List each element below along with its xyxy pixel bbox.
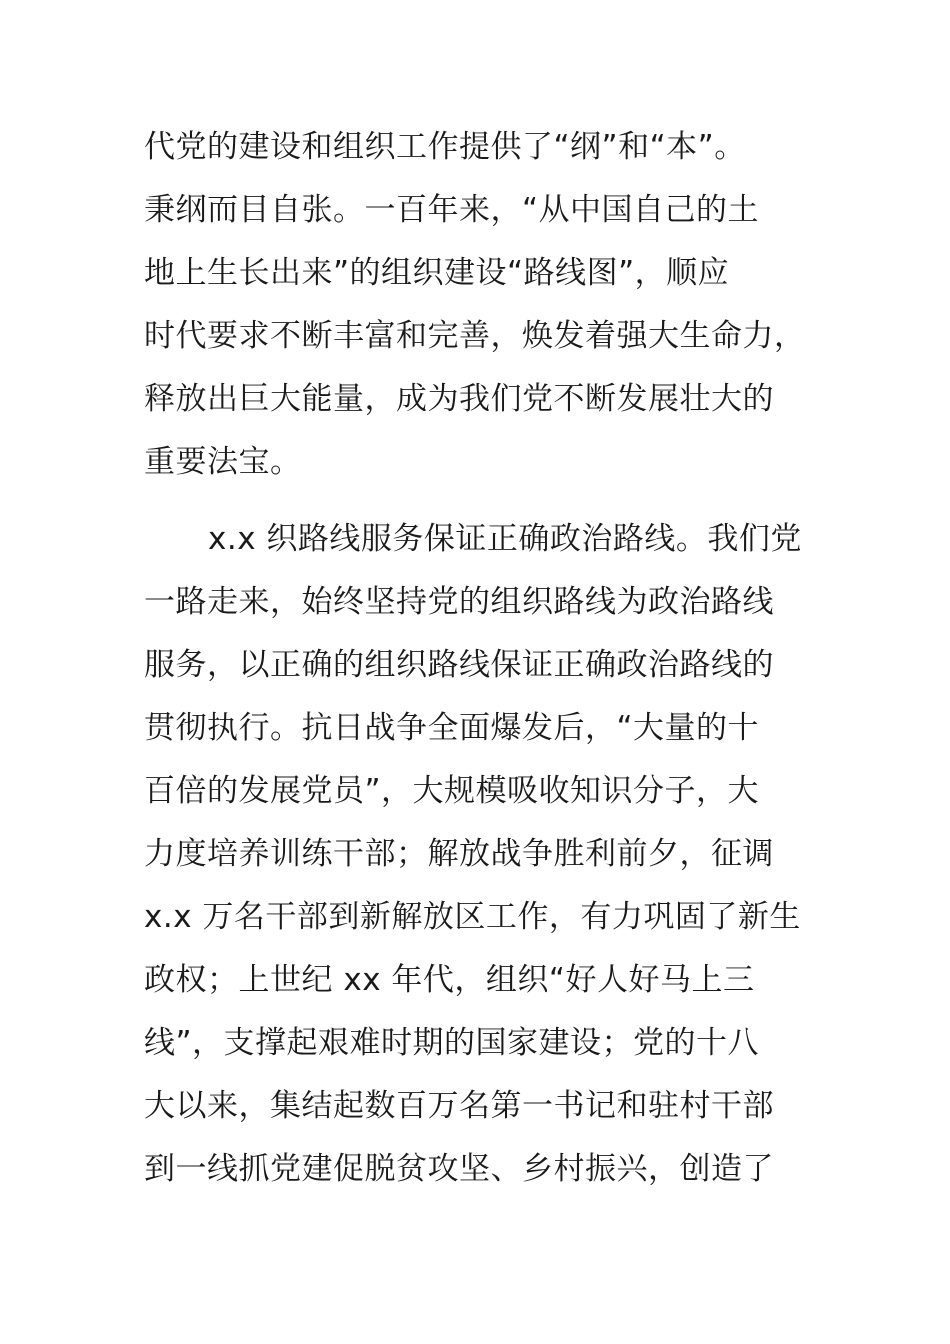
text-line: 释放出巨大能量，成为我们党不断发展壮大的 — [144, 381, 774, 417]
text-line: 秉纲而目自张。一百年来，“从中国自己的土 — [144, 192, 760, 228]
text-line: 贯彻执行。抗日战争全面爆发后，“大量的十 — [144, 710, 760, 746]
text-line: 重要法宝。 — [144, 444, 302, 480]
text-line-first: x.x 织路线服务保证正确政治路线。我们党 — [208, 521, 802, 557]
text-line: 一路走来，始终坚持党的组织路线为政治路线 — [144, 584, 774, 620]
text-line: 代党的建设和组织工作提供了“纲”和“本”。 — [144, 129, 746, 165]
text-line: 大以来，集结起数百万名第一书记和驻村干部 — [144, 1088, 774, 1124]
text-line: 到一线抓党建促脱贫攻坚、乡村振兴，创造了 — [144, 1151, 774, 1187]
text-line: 线”，支撑起艰难时期的国家建设；党的十八 — [144, 1025, 760, 1061]
text-line: x.x 万名干部到新解放区工作，有力巩固了新生 — [144, 899, 801, 935]
text-line: 力度培养训练干部；解放战争胜利前夕，征调 — [144, 836, 774, 872]
text-line: 政权；上世纪 xx 年代，组织“好人好马上三 — [144, 962, 755, 998]
paragraph-organization-line-serves-political-line — [144, 508, 824, 1201]
text-line: 地上生长出来”的组织建设“路线图”，顺应 — [144, 255, 730, 291]
text-line: 服务，以正确的组织路线保证正确政治路线的 — [144, 647, 774, 683]
text-line: 时代要求不断丰富和完善，焕发着强大生命力， — [144, 318, 806, 354]
text-line: 百倍的发展党员”，大规模吸收知识分子，大 — [144, 773, 760, 809]
paragraph-organization-history — [144, 116, 824, 494]
